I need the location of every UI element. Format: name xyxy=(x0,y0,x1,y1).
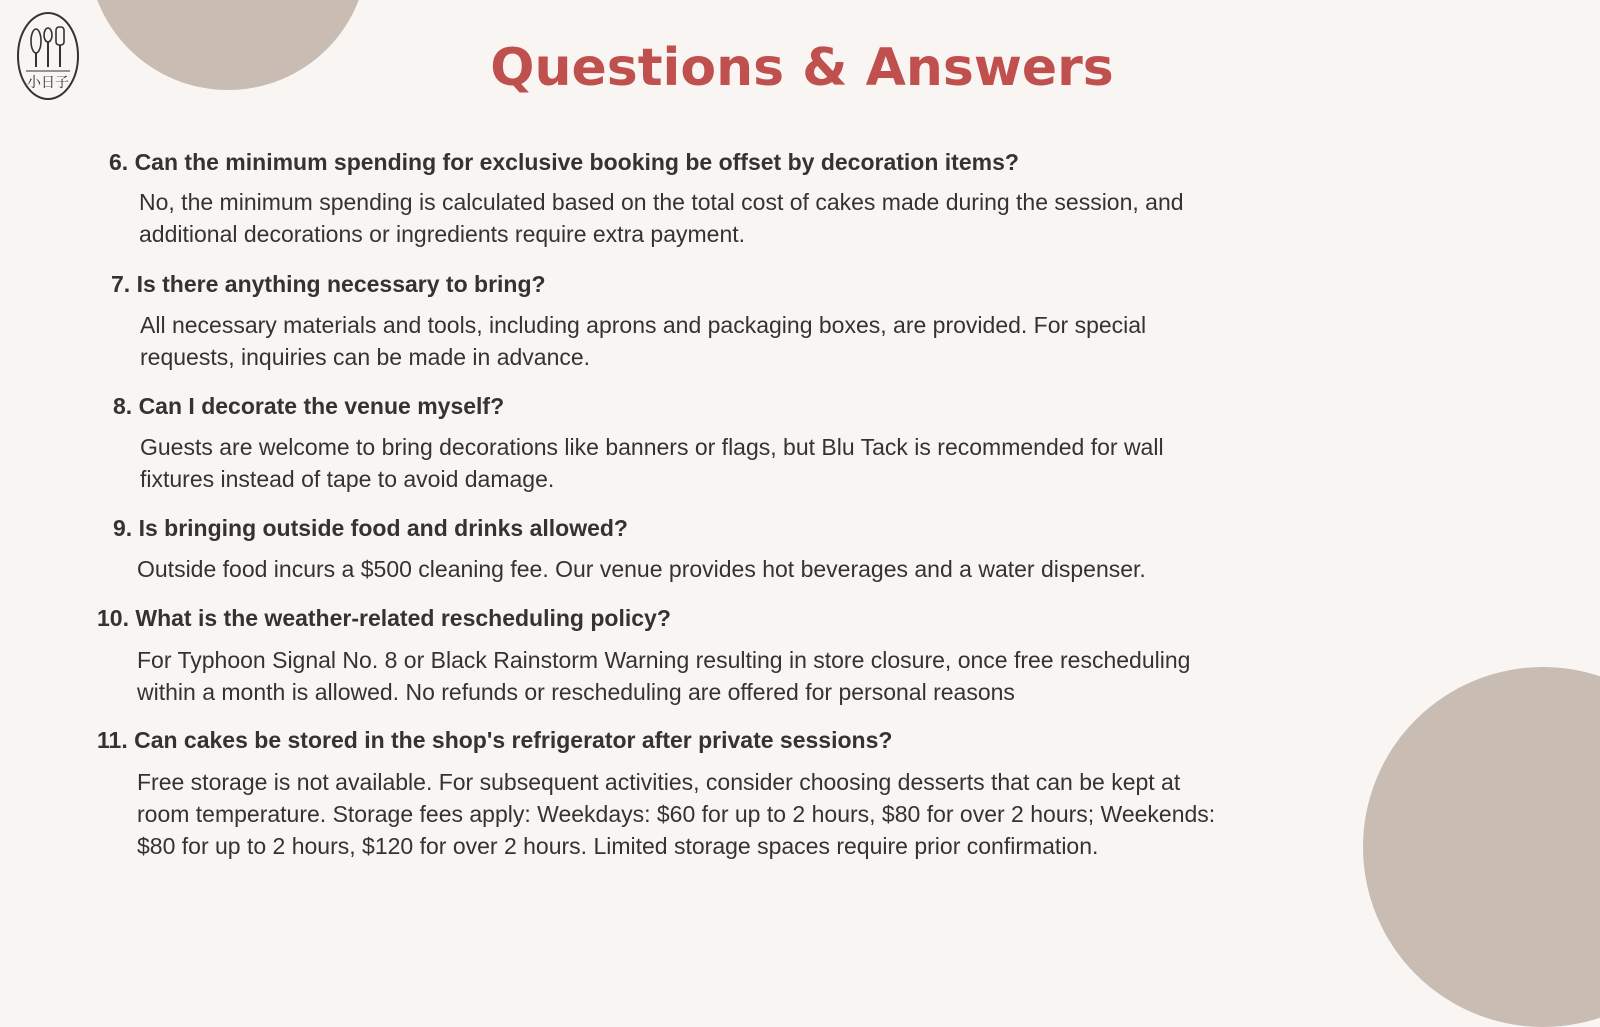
question-10: 10. What is the weather-related rescheduling policy? xyxy=(97,605,671,631)
question-9: 9. Is bringing outside food and drinks allowed? xyxy=(113,515,628,541)
page-title xyxy=(0,38,1600,98)
answer-10 xyxy=(137,644,1190,708)
question-7: 7. Is there anything necessary to bring? xyxy=(111,271,546,297)
answer-8 xyxy=(140,431,1164,495)
answer-9-line-1: Outside food incurs a $500 cleaning fee. Our venue provides hot beverages and a water dispenser. xyxy=(137,556,1146,582)
answer-11-line-1: Free storage is not available. For subsequent activities, consider choosing desserts that can be kept at xyxy=(137,769,1181,795)
question-8: 8. Can I decorate the venue myself? xyxy=(113,393,505,419)
page-title-text: Questions & Answers xyxy=(490,38,1114,98)
answer-11-line-3: $80 for up to 2 hours, $120 for over 2 hours. Limited storage spaces require prior confirmation. xyxy=(137,833,1099,859)
answer-6 xyxy=(139,186,1184,250)
answer-6-line-1: No, the minimum spending is calculated based on the total cost of cakes made during the session, and xyxy=(139,189,1184,215)
answer-10-line-1: For Typhoon Signal No. 8 or Black Rainstorm Warning resulting in store closure, once free rescheduling xyxy=(137,647,1191,673)
answer-11-line-2: room temperature. Storage fees apply: Weekdays: $60 for up to 2 hours, $80 for over 2 hours; Weekends: xyxy=(137,801,1216,827)
answer-7-line-1: All necessary materials and tools, including aprons and packaging boxes, are provided. For special xyxy=(140,312,1147,338)
answer-8-line-2: fixtures instead of tape to avoid damage. xyxy=(140,466,555,492)
answer-7 xyxy=(140,309,1146,373)
answer-7-line-2: requests, inquiries can be made in advance. xyxy=(140,344,591,370)
answer-11 xyxy=(137,766,1215,862)
question-6: 6. Can the minimum spending for exclusive booking be offset by decoration items? xyxy=(109,149,1019,175)
answer-10-line-2: within a month is allowed. No refunds or rescheduling are offered for personal reasons xyxy=(137,679,1015,705)
answer-9 xyxy=(137,553,1146,585)
answer-8-line-1: Guests are welcome to bring decorations like banners or flags, but Blu Tack is recommended for wall xyxy=(140,434,1164,460)
question-11: 11. Can cakes be stored in the shop's refrigerator after private sessions? xyxy=(97,727,893,753)
answer-6-line-2: additional decorations or ingredients require extra payment. xyxy=(139,221,746,247)
logo-text: 小日子 xyxy=(27,75,69,91)
decorative-circle-bottom xyxy=(1363,667,1600,1027)
